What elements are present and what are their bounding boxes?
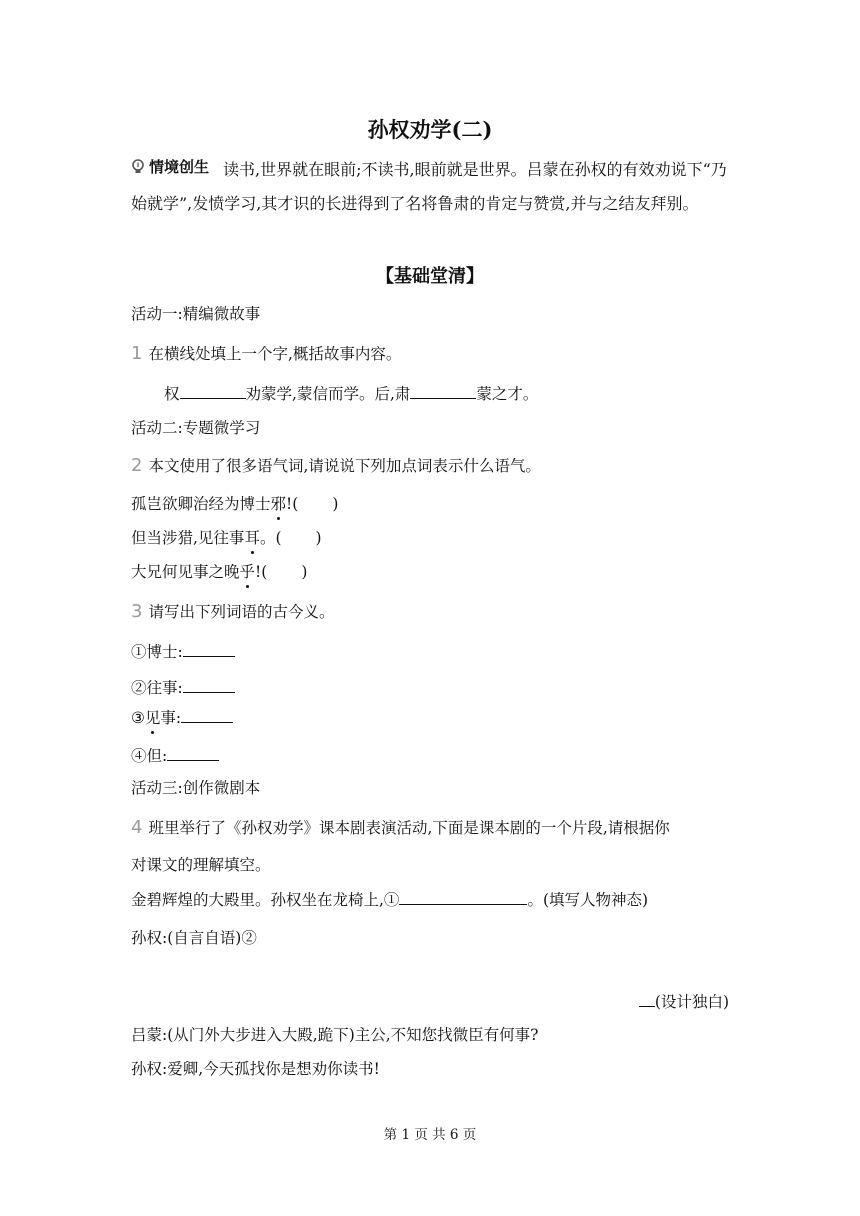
question-3 <box>131 600 334 622</box>
intro-paragraph <box>131 150 731 221</box>
answer-blank[interactable] <box>639 1005 655 1007</box>
answer-blank[interactable] <box>181 721 233 723</box>
question-prompt: 在横线处填上一个字,概括故事内容。 <box>148 345 402 363</box>
dotted-word: 见 <box>145 706 161 728</box>
question-3-item: ②往事: <box>131 676 235 698</box>
answer-blank[interactable] <box>167 759 219 761</box>
question-4 <box>131 816 670 838</box>
page-title: 孙权劝学(二) <box>367 117 493 142</box>
answer-blank[interactable] <box>183 655 235 657</box>
script-line: 金碧辉煌的大殿里。孙权坐在龙椅上,① 。(填写人物神态) <box>131 891 649 909</box>
question-2 <box>131 454 541 476</box>
script-line-right: (设计独白) <box>639 990 729 1012</box>
question-1 <box>131 342 401 364</box>
section-heading: 【基础堂清】 <box>376 266 484 287</box>
answer-blank[interactable] <box>183 691 235 693</box>
dotted-word: 邪 <box>271 492 287 514</box>
question-3-item: ④但: <box>131 744 219 766</box>
intro-text: 读书,世界就在眼前;不读书,眼前就是世界。吕蒙在孙权的有效劝说下“乃始就学”,发愤学习,其才识的长进得到了名将鲁肃的肯定与赞赏,并与之结友拜别。 <box>131 160 727 213</box>
question-3-item: ③见事: <box>131 706 233 728</box>
answer-blank[interactable] <box>410 397 476 399</box>
script-line: 吕蒙:(从门外大步进入大殿,跪下)主公,不知您找微臣有何事? <box>131 1026 539 1044</box>
dotted-word: 乎 <box>240 560 256 582</box>
script-line: 孙权:爱卿,今天孤找你是想劝你读书! <box>131 1060 380 1078</box>
activity-2-heading: 活动二:专题微学习 <box>131 419 261 437</box>
question-prompt: 班里举行了《孙权劝学》课本剧表演活动,下面是课本剧的一个片段,请根据你 <box>148 819 670 837</box>
dotted-word: 耳 <box>244 526 260 548</box>
question-3-item: ①博士: <box>131 640 235 662</box>
activity-3-heading: 活动三:创作微剧本 <box>131 779 261 797</box>
answer-blank[interactable] <box>399 903 527 905</box>
question-2-item: 但当涉猎,见往事耳。( ) <box>131 526 322 548</box>
question-prompt: 请写出下列词语的古今义。 <box>148 603 335 621</box>
question-4-prompt-cont: 对课文的理解填空。 <box>131 856 271 874</box>
question-1-fill-line: 权 劝蒙学,蒙信而学。后,肃 蒙之才。 <box>164 385 539 403</box>
scenario-tag-label: 情境创生 <box>149 158 210 176</box>
question-number: 3 <box>131 601 143 622</box>
scenario-tag <box>131 150 209 184</box>
question-2-item: 孤岂欲卿治经为博士邪!( ) <box>131 492 338 514</box>
question-number: 4 <box>131 817 143 838</box>
question-number: 1 <box>131 343 143 364</box>
question-2-item: 大兄何见事之晚乎!( ) <box>131 560 307 582</box>
script-line: 孙权:(自言自语)② <box>131 929 257 947</box>
page-footer: 第 1 页 共 6 页 <box>383 1127 477 1143</box>
activity-1-heading: 活动一:精编微故事 <box>131 305 261 323</box>
question-number: 2 <box>131 455 143 476</box>
question-prompt: 本文使用了很多语气词,请说说下列加点词表示什么语气。 <box>148 457 541 475</box>
answer-blank[interactable] <box>180 397 246 399</box>
lightbulb-icon <box>131 159 145 175</box>
